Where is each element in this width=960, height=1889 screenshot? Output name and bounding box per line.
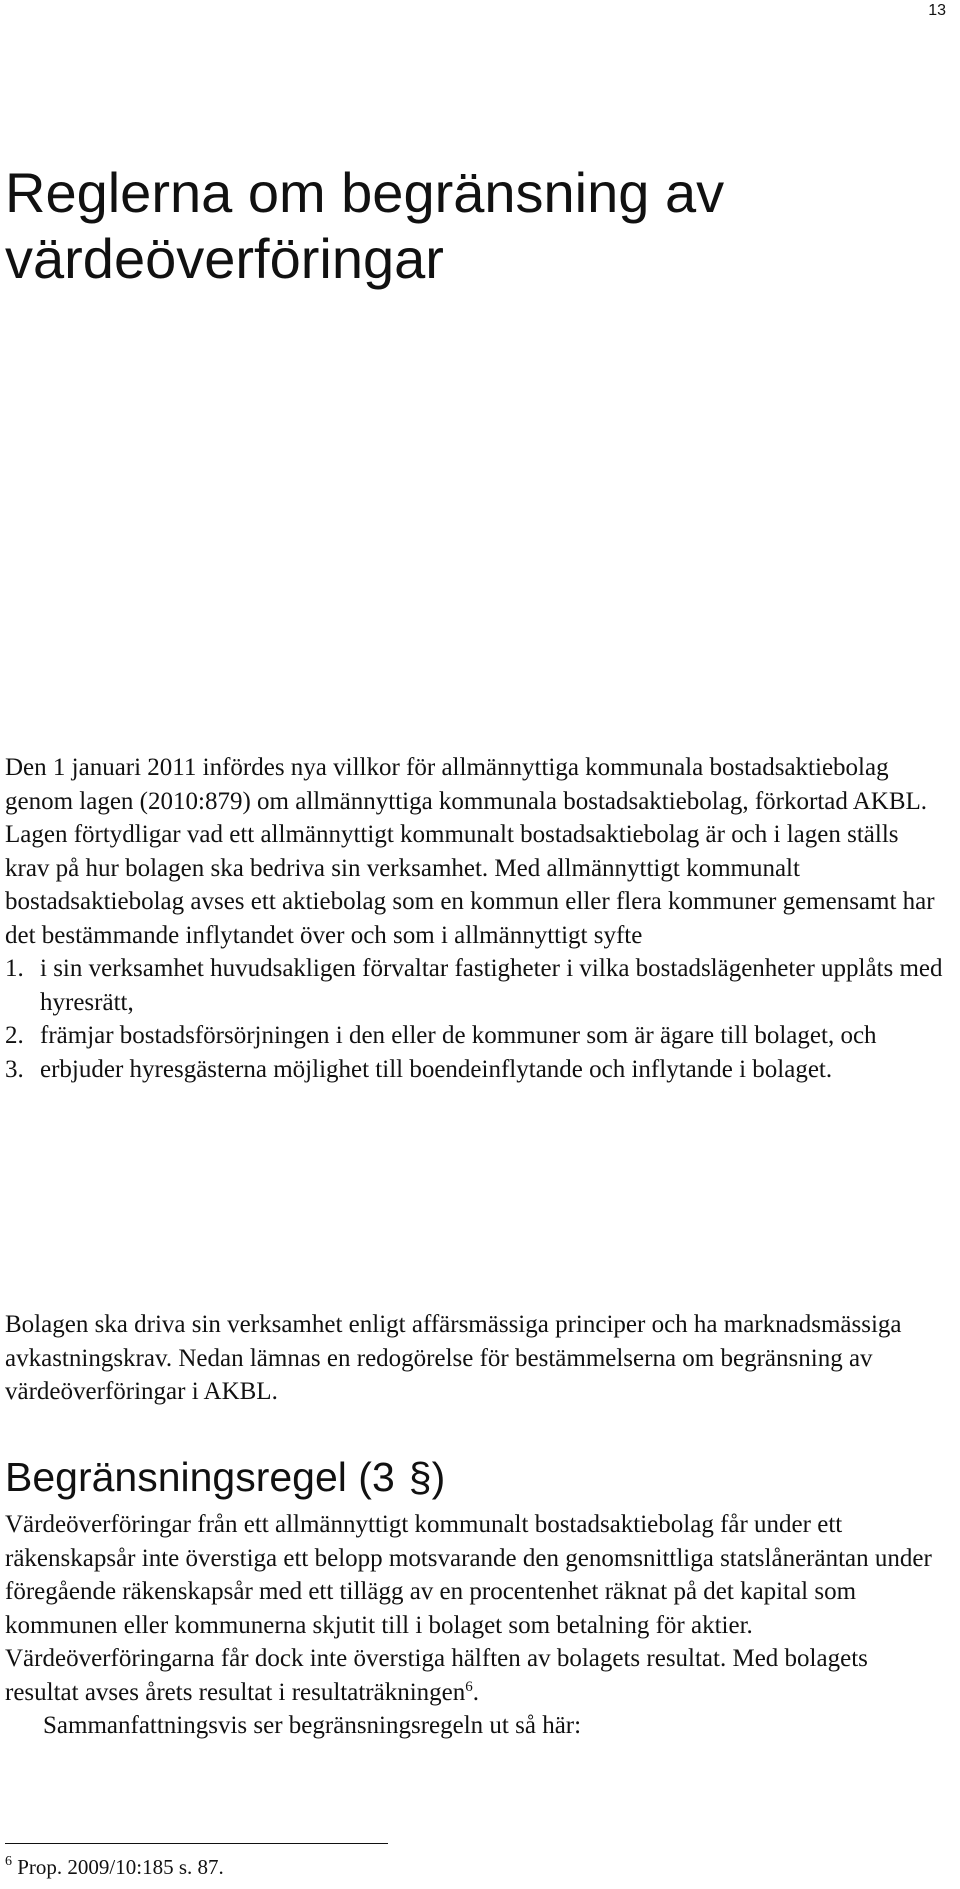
footnote: [5, 1853, 224, 1881]
section-body-text: Värdeöverföringar från ett allmännyttigt kommunalt bostadsaktiebolag får under ett räkenskapsår inte överstiga ett belopp motsvarande den genomsnittliga statslåneräntan under föregående räkenskapsår med ett tillägg av en procentenhet räknat på det kapital som kommunen eller kommunerna skjutit till i bolaget som betalning för aktier. Värdeöverföringarna får dock inte överstiga hälften av bolagets resultat. Med bolagets resultat avses årets resultat i resultaträkningen: [5, 1511, 932, 1706]
section-heading: [5, 1452, 445, 1502]
section-body-end: .: [472, 1678, 480, 1706]
criteria-list: [5, 952, 945, 1086]
list-item-number: 3.: [5, 1055, 24, 1083]
section-heading-text: Begränsningsregel (3: [5, 1454, 395, 1500]
list-item: [5, 1019, 945, 1053]
footnote-reference: 6: [465, 1678, 473, 1695]
page-title: [5, 160, 905, 292]
footnote-number: 6: [5, 1854, 12, 1869]
list-item-text: främjar bostadsförsörjningen i den eller de kommuner som är ägare till bolaget, och: [40, 1022, 877, 1049]
page-title-line-1: Reglerna om begränsning av: [5, 161, 725, 224]
list-item: [5, 1053, 945, 1087]
section-heading-close: ): [431, 1454, 446, 1500]
page-number: 13: [928, 2, 946, 19]
page-title-line-2: värdeöverföringar: [5, 227, 444, 290]
footnote-text: Prop. 2009/10:185 s. 87.: [17, 1855, 224, 1879]
list-item-number: 1.: [5, 955, 24, 982]
footnote-divider: [5, 1843, 388, 1844]
business-principles-paragraph: Bolagen ska driva sin verksamhet enligt affärsmässiga principer och ha marknadsmässiga avkastningskrav. Nedan lämnas en redogörelse för bestämmelserna om begränsning av värdeöverföringar i AKBL.: [5, 1311, 902, 1405]
section-body: [5, 1508, 945, 1743]
list-item-text: erbjuder hyresgästerna möjlighet till boendeinflytande och inflytande i bolaget.: [40, 1055, 833, 1083]
section-symbol: §: [408, 1454, 432, 1500]
summary-line: Sammanfattningsvis ser begränsningsregeln ut så här:: [43, 1712, 582, 1739]
intro-paragraph: Den 1 januari 2011 infördes nya villkor för allmännyttiga kommunala bostadsaktiebolag genom lagen (2010:879) om allmännyttiga kommunala bostadsaktiebolag, förkortad AKBL. Lagen förtydligar vad ett allmännyttigt kommunalt bostadsaktiebolag är och i lagen ställs krav på hur bolagen ska bedriva sin verksamhet. Med allmännyttigt kommunalt bostadsaktiebolag avses ett aktiebolag som en kommun eller flera kommuner gemensamt har det bestämmande inflytandet över och som i allmännyttigt syfte: [5, 754, 935, 949]
list-item-text: i sin verksamhet huvudsakligen förvaltar fastigheter i vilka bostadslägenheter upplåts med hyresrätt,: [40, 955, 943, 1016]
list-item: [5, 952, 945, 1019]
intro-section: [5, 751, 945, 1086]
list-item-number: 2.: [5, 1022, 24, 1049]
